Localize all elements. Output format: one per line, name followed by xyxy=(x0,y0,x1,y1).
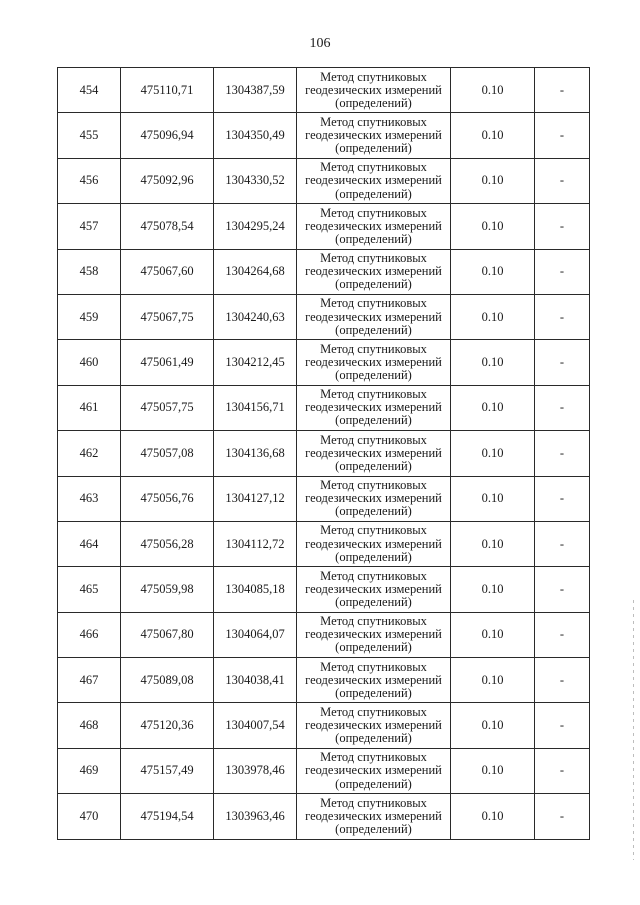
table-row xyxy=(58,294,590,339)
method-line: Метод спутниковых xyxy=(320,568,427,583)
x-coordinate-cell: 475061,49 xyxy=(121,340,214,385)
note-cell: - xyxy=(535,476,590,521)
method-line: (определений) xyxy=(335,549,412,564)
method-line: Метод спутниковых xyxy=(320,750,427,765)
method-line: геодезических измерений xyxy=(305,581,442,596)
accuracy-cell: 0.10 xyxy=(451,294,535,339)
method-line: (определений) xyxy=(335,322,412,337)
table-row xyxy=(58,204,590,249)
method-line: (определений) xyxy=(335,685,412,700)
point-number-cell: 464 xyxy=(58,521,121,566)
method-line: Метод спутниковых xyxy=(320,795,427,810)
method-cell xyxy=(297,748,451,793)
table-row xyxy=(58,431,590,476)
note-cell: - xyxy=(535,567,590,612)
table-row xyxy=(58,658,590,703)
y-coordinate-cell: 1304127,12 xyxy=(214,476,297,521)
x-coordinate-cell: 475067,80 xyxy=(121,612,214,657)
method-line: (определений) xyxy=(335,368,412,383)
method-cell xyxy=(297,249,451,294)
method-line: геодезических измерений xyxy=(305,309,442,324)
method-line: Метод спутниковых xyxy=(320,160,427,175)
note-cell: - xyxy=(535,204,590,249)
coordinates-table xyxy=(57,67,590,840)
note-cell: - xyxy=(535,748,590,793)
x-coordinate-cell: 475056,28 xyxy=(121,521,214,566)
x-coordinate-cell: 475059,98 xyxy=(121,567,214,612)
method-line: (определений) xyxy=(335,277,412,292)
method-cell xyxy=(297,340,451,385)
method-line: геодезических измерений xyxy=(305,400,442,415)
accuracy-cell: 0.10 xyxy=(451,476,535,521)
y-coordinate-cell: 1304112,72 xyxy=(214,521,297,566)
method-line: Метод спутниковых xyxy=(320,251,427,266)
method-line: Метод спутниковых xyxy=(320,704,427,719)
note-cell: - xyxy=(535,113,590,158)
accuracy-cell: 0.10 xyxy=(451,612,535,657)
x-coordinate-cell: 475096,94 xyxy=(121,113,214,158)
note-cell: - xyxy=(535,158,590,203)
method-cell xyxy=(297,703,451,748)
method-line: Метод спутниковых xyxy=(320,205,427,220)
x-coordinate-cell: 475092,96 xyxy=(121,158,214,203)
table-row xyxy=(58,68,590,113)
method-line: Метод спутниковых xyxy=(320,114,427,129)
method-line: (определений) xyxy=(335,640,412,655)
table-row xyxy=(58,158,590,203)
method-line: (определений) xyxy=(335,731,412,746)
method-cell xyxy=(297,294,451,339)
note-cell: - xyxy=(535,340,590,385)
accuracy-cell: 0.10 xyxy=(451,158,535,203)
coordinates-table-body xyxy=(58,68,590,840)
table-row xyxy=(58,703,590,748)
method-cell xyxy=(297,158,451,203)
method-line: геодезических измерений xyxy=(305,763,442,778)
note-cell: - xyxy=(535,703,590,748)
accuracy-cell: 0.10 xyxy=(451,340,535,385)
method-line: геодезических измерений xyxy=(305,128,442,143)
accuracy-cell: 0.10 xyxy=(451,658,535,703)
method-line: геодезических измерений xyxy=(305,264,442,279)
point-number-cell: 458 xyxy=(58,249,121,294)
table-row xyxy=(58,249,590,294)
method-line: Метод спутниковых xyxy=(320,387,427,402)
method-line: геодезических измерений xyxy=(305,173,442,188)
method-line: Метод спутниковых xyxy=(320,523,427,538)
x-coordinate-cell: 475157,49 xyxy=(121,748,214,793)
table-row xyxy=(58,612,590,657)
x-coordinate-cell: 475067,75 xyxy=(121,294,214,339)
method-line: (определений) xyxy=(335,186,412,201)
method-cell xyxy=(297,567,451,612)
point-number-cell: 459 xyxy=(58,294,121,339)
table-row xyxy=(58,748,590,793)
method-line: (определений) xyxy=(335,413,412,428)
table-row xyxy=(58,521,590,566)
accuracy-cell: 0.10 xyxy=(451,385,535,430)
scan-edge-artifact xyxy=(633,600,634,860)
y-coordinate-cell: 1304264,68 xyxy=(214,249,297,294)
method-cell xyxy=(297,476,451,521)
method-line: геодезических измерений xyxy=(305,672,442,687)
accuracy-cell: 0.10 xyxy=(451,748,535,793)
method-line: Метод спутниковых xyxy=(320,432,427,447)
y-coordinate-cell: 1304064,07 xyxy=(214,612,297,657)
x-coordinate-cell: 475067,60 xyxy=(121,249,214,294)
note-cell: - xyxy=(535,385,590,430)
point-number-cell: 456 xyxy=(58,158,121,203)
table-row xyxy=(58,567,590,612)
y-coordinate-cell: 1304212,45 xyxy=(214,340,297,385)
note-cell: - xyxy=(535,521,590,566)
y-coordinate-cell: 1304156,71 xyxy=(214,385,297,430)
point-number-cell: 454 xyxy=(58,68,121,113)
accuracy-cell: 0.10 xyxy=(451,249,535,294)
method-line: геодезических измерений xyxy=(305,354,442,369)
method-line: (определений) xyxy=(335,776,412,791)
table-row xyxy=(58,385,590,430)
method-line: (определений) xyxy=(335,141,412,156)
method-cell xyxy=(297,521,451,566)
method-line: геодезических измерений xyxy=(305,82,442,97)
accuracy-cell: 0.10 xyxy=(451,521,535,566)
y-coordinate-cell: 1303978,46 xyxy=(214,748,297,793)
method-cell xyxy=(297,612,451,657)
method-line: (определений) xyxy=(335,504,412,519)
x-coordinate-cell: 475057,75 xyxy=(121,385,214,430)
accuracy-cell: 0.10 xyxy=(451,703,535,748)
y-coordinate-cell: 1304136,68 xyxy=(214,431,297,476)
x-coordinate-cell: 475057,08 xyxy=(121,431,214,476)
method-line: геодезических измерений xyxy=(305,808,442,823)
method-line: геодезических измерений xyxy=(305,218,442,233)
note-cell: - xyxy=(535,794,590,839)
method-cell xyxy=(297,68,451,113)
point-number-cell: 455 xyxy=(58,113,121,158)
method-cell xyxy=(297,113,451,158)
y-coordinate-cell: 1304038,41 xyxy=(214,658,297,703)
accuracy-cell: 0.10 xyxy=(451,794,535,839)
method-cell xyxy=(297,431,451,476)
table-row xyxy=(58,794,590,839)
y-coordinate-cell: 1304387,59 xyxy=(214,68,297,113)
note-cell: - xyxy=(535,658,590,703)
x-coordinate-cell: 475110,71 xyxy=(121,68,214,113)
method-line: Метод спутниковых xyxy=(320,296,427,311)
accuracy-cell: 0.10 xyxy=(451,113,535,158)
table-row xyxy=(58,476,590,521)
method-line: геодезических измерений xyxy=(305,718,442,733)
method-line: (определений) xyxy=(335,95,412,110)
note-cell: - xyxy=(535,249,590,294)
method-cell xyxy=(297,204,451,249)
point-number-cell: 465 xyxy=(58,567,121,612)
y-coordinate-cell: 1304350,49 xyxy=(214,113,297,158)
method-line: (определений) xyxy=(335,231,412,246)
method-line: геодезических измерений xyxy=(305,627,442,642)
point-number-cell: 469 xyxy=(58,748,121,793)
y-coordinate-cell: 1304240,63 xyxy=(214,294,297,339)
table-row xyxy=(58,113,590,158)
x-coordinate-cell: 475194,54 xyxy=(121,794,214,839)
point-number-cell: 468 xyxy=(58,703,121,748)
accuracy-cell: 0.10 xyxy=(451,68,535,113)
method-line: Метод спутниковых xyxy=(320,341,427,356)
note-cell: - xyxy=(535,68,590,113)
point-number-cell: 462 xyxy=(58,431,121,476)
accuracy-cell: 0.10 xyxy=(451,204,535,249)
y-coordinate-cell: 1303963,46 xyxy=(214,794,297,839)
method-line: геодезических измерений xyxy=(305,491,442,506)
note-cell: - xyxy=(535,612,590,657)
method-cell xyxy=(297,658,451,703)
y-coordinate-cell: 1304007,54 xyxy=(214,703,297,748)
point-number-cell: 461 xyxy=(58,385,121,430)
method-line: (определений) xyxy=(335,822,412,836)
point-number-cell: 460 xyxy=(58,340,121,385)
method-line: Метод спутниковых xyxy=(320,69,427,84)
y-coordinate-cell: 1304330,52 xyxy=(214,158,297,203)
method-line: геодезических измерений xyxy=(305,445,442,460)
accuracy-cell: 0.10 xyxy=(451,567,535,612)
method-line: Метод спутниковых xyxy=(320,478,427,493)
x-coordinate-cell: 475056,76 xyxy=(121,476,214,521)
note-cell: - xyxy=(535,294,590,339)
accuracy-cell: 0.10 xyxy=(451,431,535,476)
table-row xyxy=(58,340,590,385)
method-line: (определений) xyxy=(335,595,412,610)
point-number-cell: 470 xyxy=(58,794,121,839)
y-coordinate-cell: 1304085,18 xyxy=(214,567,297,612)
x-coordinate-cell: 475120,36 xyxy=(121,703,214,748)
point-number-cell: 457 xyxy=(58,204,121,249)
x-coordinate-cell: 475089,08 xyxy=(121,658,214,703)
note-cell: - xyxy=(535,431,590,476)
y-coordinate-cell: 1304295,24 xyxy=(214,204,297,249)
method-line: Метод спутниковых xyxy=(320,614,427,629)
method-line: (определений) xyxy=(335,458,412,473)
point-number-cell: 463 xyxy=(58,476,121,521)
method-line: Метод спутниковых xyxy=(320,659,427,674)
point-number-cell: 466 xyxy=(58,612,121,657)
method-line: геодезических измерений xyxy=(305,536,442,551)
page-number: 106 xyxy=(309,36,331,51)
x-coordinate-cell: 475078,54 xyxy=(121,204,214,249)
method-cell xyxy=(297,385,451,430)
point-number-cell: 467 xyxy=(58,658,121,703)
method-cell xyxy=(297,794,451,839)
